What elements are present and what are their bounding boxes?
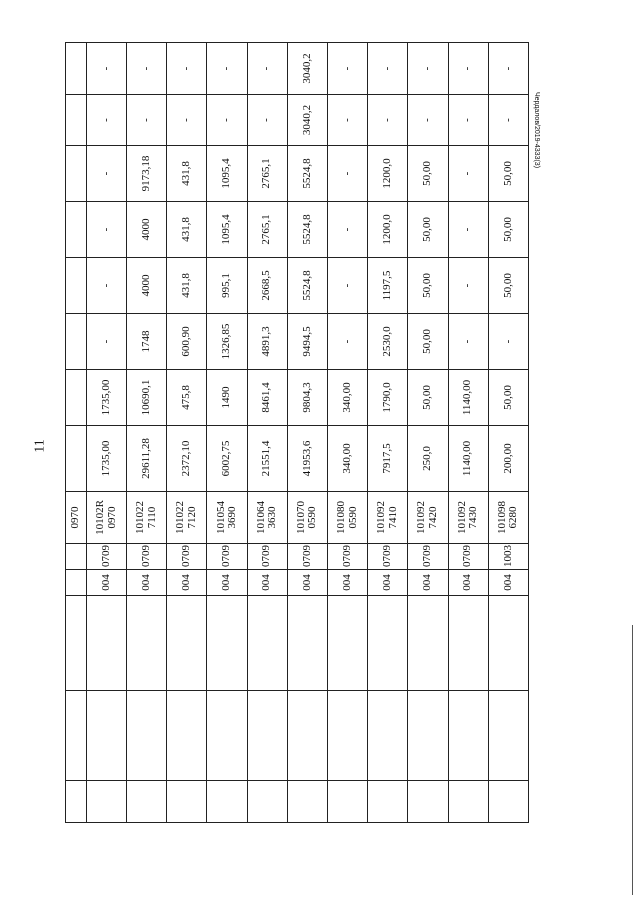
table-row <box>287 43 327 823</box>
table-cell: - <box>408 95 448 146</box>
table-cell: 0709 <box>287 544 327 570</box>
table-cell: 50,00 <box>408 258 448 314</box>
table-cell <box>66 314 87 370</box>
table-cell: - <box>127 43 167 95</box>
table-cell <box>207 596 247 691</box>
table-cell <box>408 691 448 781</box>
table-cell: 431,8 <box>167 146 207 202</box>
table-cell: 0709 <box>127 544 167 570</box>
table-row <box>86 43 126 823</box>
table-cell: 0709 <box>328 544 368 570</box>
table-cell: 200,00 <box>488 426 528 492</box>
table-cell: 101022 7110 <box>127 492 167 544</box>
table-cell: - <box>408 43 448 95</box>
table-cell <box>127 691 167 781</box>
table-cell: 004 <box>247 570 287 596</box>
table-cell <box>287 781 327 823</box>
table-cell: 0709 <box>167 544 207 570</box>
table-cell: - <box>247 95 287 146</box>
table-cell: 4000 <box>127 258 167 314</box>
table-cell <box>207 691 247 781</box>
table-cell: 1140,00 <box>448 426 488 492</box>
table-cell: 004 <box>488 570 528 596</box>
table-cell: 0709 <box>448 544 488 570</box>
table-cell: 50,00 <box>488 370 528 426</box>
table-cell: 2765,1 <box>247 202 287 258</box>
table-cell: 1095,4 <box>207 202 247 258</box>
table-cell: 1735,00 <box>86 370 126 426</box>
table-cell: 2530,0 <box>368 314 408 370</box>
table-cell: 004 <box>448 570 488 596</box>
table-cell: 50,00 <box>488 258 528 314</box>
table-cell: 431,8 <box>167 202 207 258</box>
table-cell: 50,00 <box>408 314 448 370</box>
table-cell: 0709 <box>408 544 448 570</box>
table-cell: 5524,8 <box>287 146 327 202</box>
table-cell: 3040,2 <box>287 43 327 95</box>
table-cell <box>86 596 126 691</box>
page-number: 11 <box>32 439 48 453</box>
table-cell: 004 <box>287 570 327 596</box>
table-cell <box>287 596 327 691</box>
table-cell: 5524,8 <box>287 258 327 314</box>
table-cell: - <box>86 146 126 202</box>
table-cell: 1748 <box>127 314 167 370</box>
table-row <box>488 43 528 823</box>
table-cell: 6002,75 <box>207 426 247 492</box>
table-cell: 101064 3630 <box>247 492 287 544</box>
table-cell <box>488 781 528 823</box>
budget-table <box>65 42 529 823</box>
table-cell: 004 <box>408 570 448 596</box>
table-cell <box>66 95 87 146</box>
table-cell: 7917,5 <box>368 426 408 492</box>
table-cell: 4000 <box>127 202 167 258</box>
table-cell: 004 <box>207 570 247 596</box>
table-cell: 9494,5 <box>287 314 327 370</box>
table-header-row <box>66 43 87 823</box>
table-cell <box>328 781 368 823</box>
table-cell: - <box>86 95 126 146</box>
table-cell <box>127 781 167 823</box>
table-cell: 101092 7410 <box>368 492 408 544</box>
table-cell <box>247 781 287 823</box>
table-cell: 50,00 <box>408 370 448 426</box>
table-cell: 1490 <box>207 370 247 426</box>
document-code: Чердалов/2019-4333(3) <box>533 92 540 169</box>
table-cell: 004 <box>127 570 167 596</box>
table-cell: - <box>247 43 287 95</box>
table-cell: 004 <box>368 570 408 596</box>
table-cell: 1003 <box>488 544 528 570</box>
table-cell <box>66 544 87 570</box>
table-cell <box>328 596 368 691</box>
table-cell: 9173,18 <box>127 146 167 202</box>
table-cell <box>66 691 87 781</box>
table-cell: 101022 7120 <box>167 492 207 544</box>
table-cell: 0709 <box>86 544 126 570</box>
table-cell: 101080 0590 <box>328 492 368 544</box>
table-cell: 9804,3 <box>287 370 327 426</box>
table-row <box>127 43 167 823</box>
table-cell: - <box>448 258 488 314</box>
table-cell: 600,90 <box>167 314 207 370</box>
table-cell: 0709 <box>207 544 247 570</box>
table-row <box>448 43 488 823</box>
table-cell: 1790,0 <box>368 370 408 426</box>
table-row <box>408 43 448 823</box>
table-cell <box>66 146 87 202</box>
table-cell: 3040,2 <box>287 95 327 146</box>
table-cell: - <box>368 43 408 95</box>
table-cell: 101054 3690 <box>207 492 247 544</box>
table-cell: 0709 <box>368 544 408 570</box>
table-row <box>328 43 368 823</box>
table-cell <box>66 596 87 691</box>
table-cell <box>167 781 207 823</box>
table-row <box>167 43 207 823</box>
table-cell: - <box>488 95 528 146</box>
table-cell: 1326,85 <box>207 314 247 370</box>
table-cell: 50,00 <box>408 202 448 258</box>
table-cell: 340,00 <box>328 426 368 492</box>
table-cell <box>86 691 126 781</box>
table-cell: - <box>328 43 368 95</box>
table-cell: - <box>328 314 368 370</box>
table-cell: 50,00 <box>488 146 528 202</box>
table-cell: - <box>448 314 488 370</box>
table-cell <box>287 691 327 781</box>
table-cell: - <box>86 258 126 314</box>
table-cell: - <box>167 95 207 146</box>
table-cell: - <box>86 202 126 258</box>
table-cell: 1095,4 <box>207 146 247 202</box>
table-cell: 50,00 <box>408 146 448 202</box>
table-cell <box>368 596 408 691</box>
table-cell: 101092 7420 <box>408 492 448 544</box>
table-cell: 2372,10 <box>167 426 207 492</box>
table-cell <box>66 202 87 258</box>
table-cell <box>66 43 87 95</box>
table-cell <box>167 596 207 691</box>
table-cell: 5524,8 <box>287 202 327 258</box>
table-row <box>368 43 408 823</box>
table-cell: 1200,0 <box>368 202 408 258</box>
table-cell: - <box>207 95 247 146</box>
table-cell <box>448 596 488 691</box>
budget-table-rotated <box>65 43 529 823</box>
margin-line <box>632 625 633 895</box>
table-cell: 41953,6 <box>287 426 327 492</box>
table-cell <box>328 691 368 781</box>
table-cell <box>408 596 448 691</box>
table-cell: - <box>328 146 368 202</box>
table-cell: - <box>448 146 488 202</box>
table-cell <box>408 781 448 823</box>
table-cell: 340,00 <box>328 370 368 426</box>
table-cell: 1735,00 <box>86 426 126 492</box>
table-cell <box>66 570 87 596</box>
table-cell: 475,8 <box>167 370 207 426</box>
table-cell: - <box>127 95 167 146</box>
table-cell: 50,00 <box>488 202 528 258</box>
table-cell: 101070 0590 <box>287 492 327 544</box>
table-cell <box>247 596 287 691</box>
table-cell: - <box>488 314 528 370</box>
table-cell <box>368 781 408 823</box>
table-row <box>207 43 247 823</box>
table-cell <box>127 596 167 691</box>
table-cell <box>488 691 528 781</box>
table-cell: 995,1 <box>207 258 247 314</box>
table-cell: 0970 <box>66 492 87 544</box>
table-cell <box>66 258 87 314</box>
table-cell: - <box>368 95 408 146</box>
table-cell <box>448 691 488 781</box>
table-cell: 0709 <box>247 544 287 570</box>
table-cell: 8461,4 <box>247 370 287 426</box>
table-cell: 004 <box>328 570 368 596</box>
table-cell <box>448 781 488 823</box>
table-cell: - <box>448 202 488 258</box>
table-cell: 004 <box>86 570 126 596</box>
table-cell: - <box>328 202 368 258</box>
table-cell: 1140,00 <box>448 370 488 426</box>
table-cell: - <box>86 43 126 95</box>
table-cell: 1197,5 <box>368 258 408 314</box>
table-cell: - <box>207 43 247 95</box>
table-row <box>247 43 287 823</box>
table-cell <box>368 691 408 781</box>
table-cell <box>66 781 87 823</box>
table-cell: - <box>448 43 488 95</box>
table-cell: 10102R 0970 <box>86 492 126 544</box>
table-cell: 2765,1 <box>247 146 287 202</box>
table-cell <box>247 691 287 781</box>
table-cell: 10690,1 <box>127 370 167 426</box>
table-cell: - <box>328 95 368 146</box>
table-cell: 4891,3 <box>247 314 287 370</box>
table-cell <box>207 781 247 823</box>
table-cell: - <box>448 95 488 146</box>
table-cell: 004 <box>167 570 207 596</box>
table-cell: 1200,0 <box>368 146 408 202</box>
table-cell <box>66 370 87 426</box>
table-cell: 101092 7430 <box>448 492 488 544</box>
table-cell: 431,8 <box>167 258 207 314</box>
table-cell: 101098 6280 <box>488 492 528 544</box>
table-cell <box>488 596 528 691</box>
table-cell <box>66 426 87 492</box>
table-cell: 21551,4 <box>247 426 287 492</box>
table-cell: - <box>86 314 126 370</box>
table-cell: 250,0 <box>408 426 448 492</box>
table-cell: - <box>488 43 528 95</box>
table-cell: 2668,5 <box>247 258 287 314</box>
table-cell <box>86 781 126 823</box>
table-cell: - <box>328 258 368 314</box>
table-cell: - <box>167 43 207 95</box>
table-cell: 29611,28 <box>127 426 167 492</box>
table-cell <box>167 691 207 781</box>
